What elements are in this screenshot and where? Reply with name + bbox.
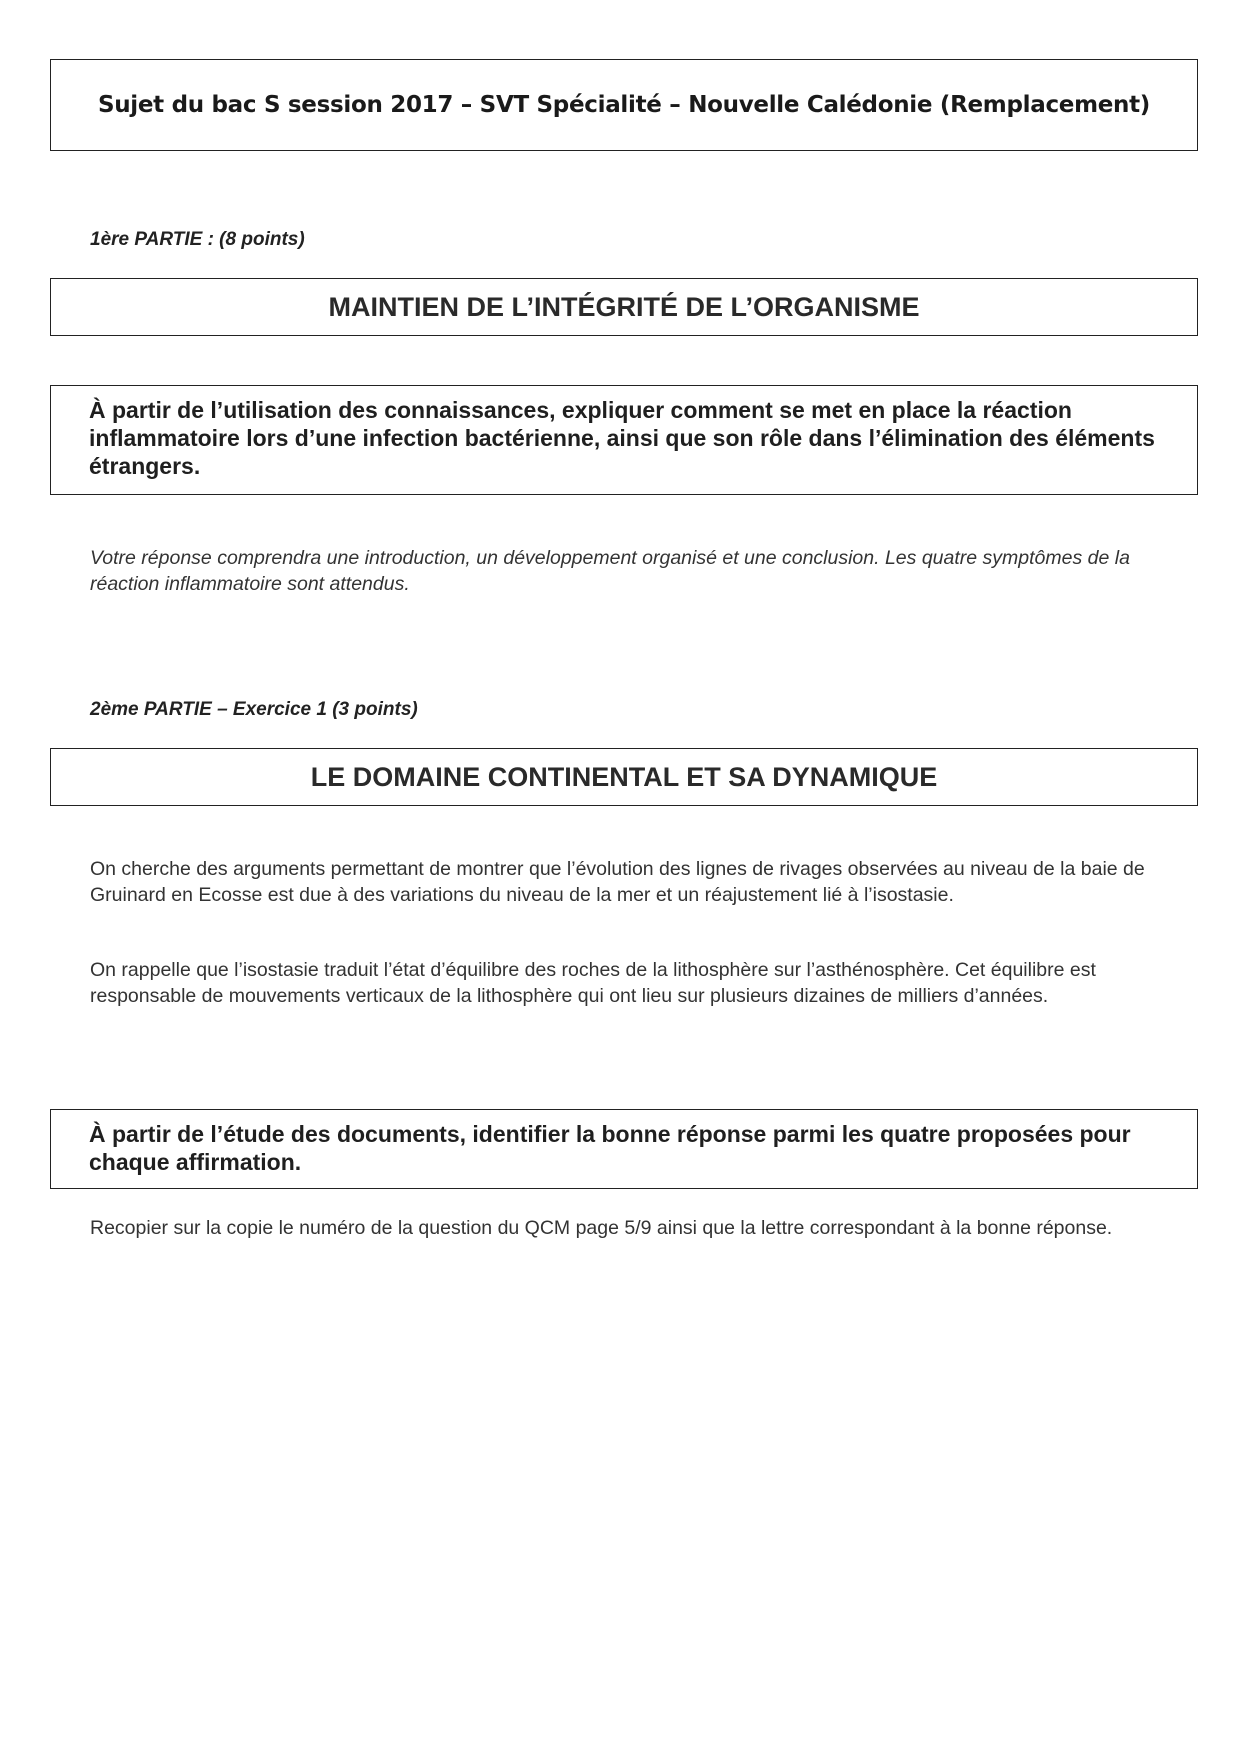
document-header-box [50,59,1198,151]
part1-task-text: À partir de l’utilisation des connaissances, expliquer comment se met en place la réaction inflammatoire lors d’une infection bactérienne, ainsi que son rôle dans l’élimination des éléments étrangers. [89,397,1155,479]
part2-section-title: LE DOMAINE CONTINENTAL ET SA DYNAMIQUE [310,761,938,792]
part1-section-title: MAINTIEN DE L’INTÉGRITÉ DE L’ORGANISME [328,291,920,322]
part1-section-box [50,278,1198,336]
part2-task-box [50,1109,1198,1189]
part2-intro-paragraph: On cherche des arguments permettant de montrer que l’évolution des lignes de rivages observées au niveau de la baie de Gruinard en Ecosse est due à des variations du niveau de la mer et un réajustement lié à l’isostasie. [90,858,1145,906]
part1-label: 1ère PARTIE : (8 points) [90,229,305,250]
part2-instruction: Recopier sur la copie le numéro de la question du QCM page 5/9 ainsi que la lettre correspondant à la bonne réponse. [90,1217,1113,1239]
part1-task-box [50,385,1198,495]
part2-section-box [50,748,1198,806]
document-title: Sujet du bac S session 2017 – SVT Spécialité – Nouvelle Calédonie (Remplacement) [97,92,1151,118]
part1-instruction: Votre réponse comprendra une introduction, un développement organisé et une conclusion. Les quatre symptômes de la réaction inflammatoire sont attendus. [90,547,1130,595]
part2-task-text: À partir de l’étude des documents, identifier la bonne réponse parmi les quatre proposées pour chaque affirmation. [89,1121,1131,1175]
part2-reminder-paragraph: On rappelle que l’isostasie traduit l’état d’équilibre des roches de la lithosphère sur l’asthénosphère. Cet équilibre est responsable de mouvements verticaux de la lithosphère qui ont lieu sur plusieurs dizaines de milliers d’années. [90,959,1096,1007]
part2-label: 2ème PARTIE – Exercice 1 (3 points) [90,699,418,720]
